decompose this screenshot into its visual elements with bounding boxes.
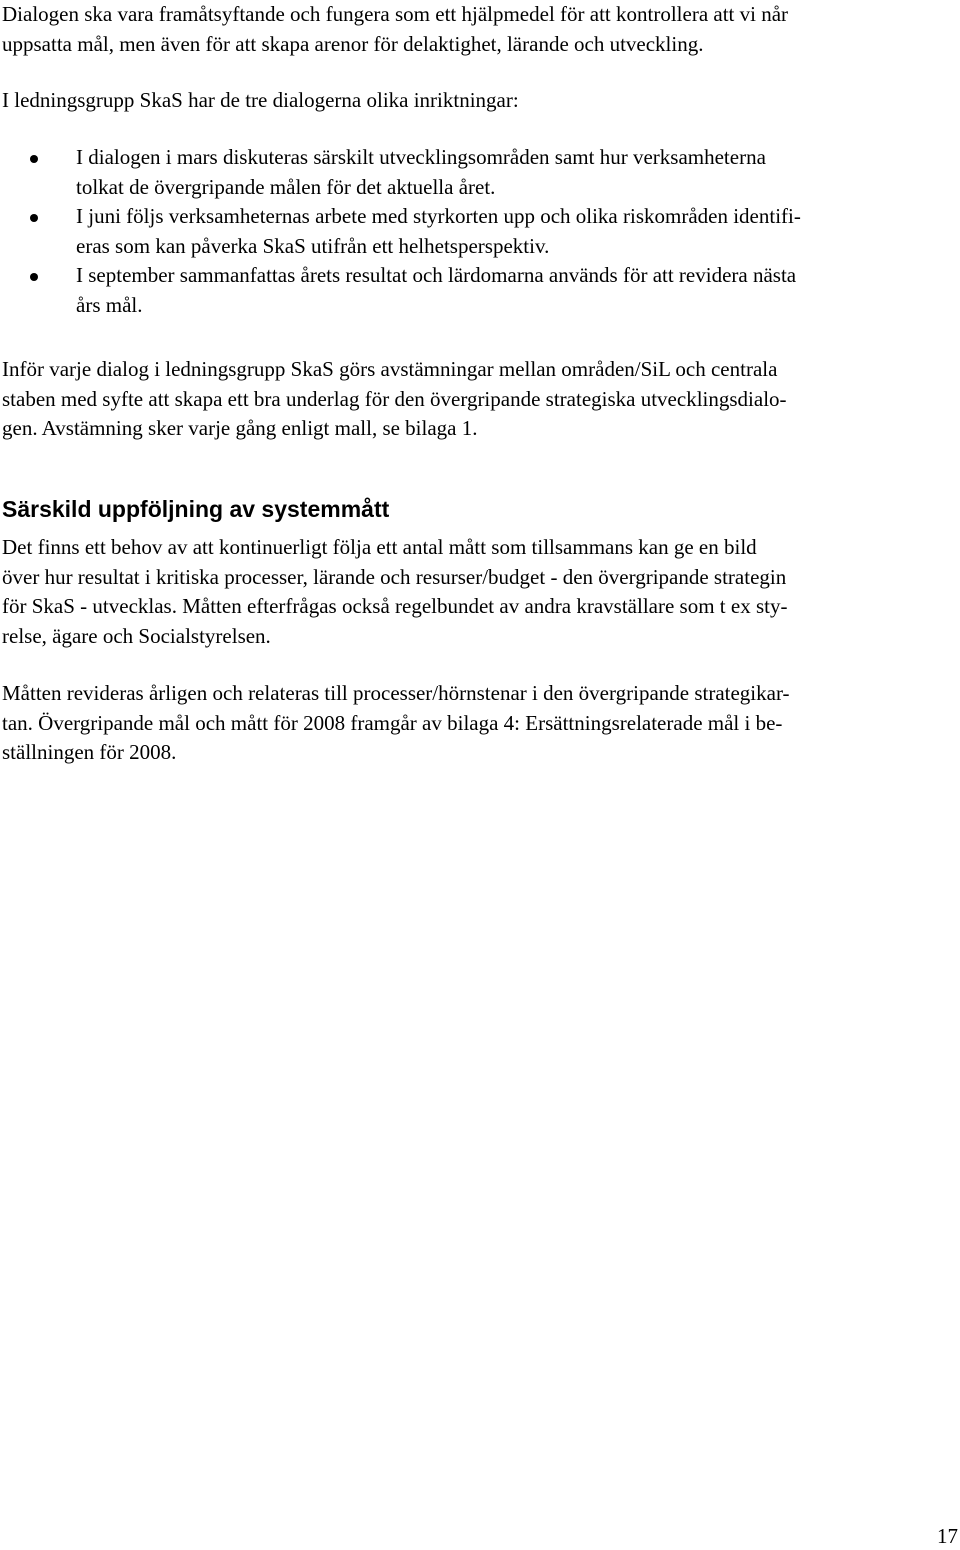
text-line: tan. Övergripande mål och mått för 2008 framgår av bilaga 4: Ersättningsrelaterade mål i be-: [2, 710, 783, 735]
pre-dialog-paragraph: [2, 355, 952, 444]
text-line: Inför varje dialog i ledningsgrupp SkaS görs avstämningar mellan områden/SiL och centrala: [2, 357, 778, 381]
text-line: staben med syfte att skapa ett bra underlag för den övergripande strategiska utvecklingsdialo-: [2, 386, 787, 411]
text-line: Dialogen ska vara framåtsyftande och fungera som ett hjälpmedel för att kontrollera att vi når: [2, 2, 789, 26]
text-line: relse, ägare och Socialstyrelsen.: [2, 623, 271, 648]
text-line: Måtten revideras årligen och relateras till processer/hörnstenar i den övergripande strategikar-: [2, 681, 790, 705]
text-line: I september sammanfattas årets resultat och lärdomarna används för att revidera nästa: [76, 263, 797, 287]
text-line: för SkaS - utvecklas. Måtten efterfrågas också regelbundet av andra kravställare som t ex sty-: [2, 594, 788, 618]
text-line: års mål.: [76, 292, 143, 317]
orientation-paragraph: I ledningsgrupp SkaS har de tre dialogerna olika inriktningar:: [2, 88, 519, 112]
text-line: uppsatta mål, men även för att skapa arenor för delaktighet, lärande och utveckling.: [2, 31, 704, 56]
text-line: tolkat de övergripande målen för det aktuella året.: [76, 174, 496, 199]
bullet-icon: [30, 273, 38, 281]
text-line: över hur resultat i kritiska processer, lärande och resurser/budget - den övergripande strategin: [2, 564, 787, 589]
intro-paragraph: [2, 0, 952, 59]
section-paragraph-2: [2, 679, 952, 768]
page-number: 17: [937, 1524, 958, 1548]
text-line: I dialogen i mars diskuteras särskilt utvecklingsområden samt hur verksamheterna: [76, 145, 766, 169]
text-line: gen. Avstämning sker varje gång enligt mall, se bilaga 1.: [2, 416, 478, 440]
bullet-item-june: [30, 202, 930, 261]
section-paragraph-1: [2, 533, 952, 651]
bullet-icon: [30, 155, 38, 163]
dialog-bullet-list: [30, 143, 930, 320]
text-line: Det finns ett behov av att kontinuerligt följa ett antal mått som tillsammans kan ge en bild: [2, 535, 757, 559]
bullet-item-march: [30, 143, 930, 202]
text-line: I juni följs verksamheternas arbete med styrkorten upp och olika riskområden identifi-: [76, 204, 801, 228]
text-line: eras som kan påverka SkaS utifrån ett helhetsperspektiv.: [76, 233, 550, 258]
section-heading: Särskild uppföljning av systemmått: [2, 496, 390, 522]
bullet-icon: [30, 214, 38, 222]
text-line: ställningen för 2008.: [2, 740, 177, 764]
bullet-item-september: [30, 261, 930, 320]
